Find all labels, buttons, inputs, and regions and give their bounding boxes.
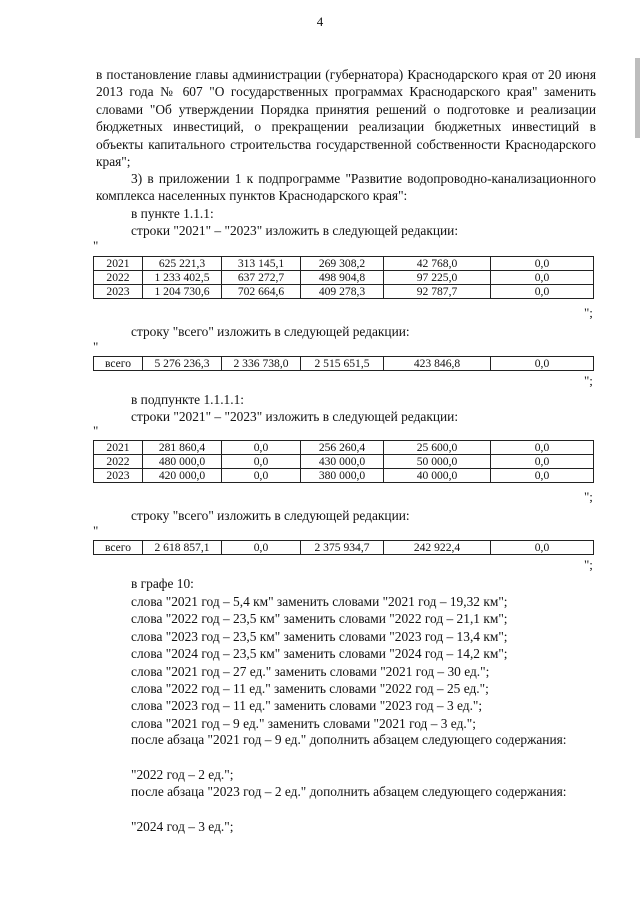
table-cell: 2023	[94, 285, 143, 299]
table-cell: 637 272,7	[222, 271, 301, 285]
replacement-line: слова "2022 год – 23,5 км" заменить словами "2022 год – 21,1 км";	[131, 611, 508, 627]
close-quote-3: ";	[584, 489, 593, 504]
rows-heading-1: строки "2021" – "2023" изложить в следующей редакции:	[131, 223, 459, 238]
table-cell: 5 276 236,3	[143, 357, 222, 371]
table-cell: 2021	[94, 441, 143, 455]
insert-paragraph-2: "2024 год – 3 ед.";	[131, 819, 234, 834]
table-row	[94, 455, 594, 469]
table-cell: 0,0	[491, 541, 594, 555]
table-cell: 2023	[94, 469, 143, 483]
table-cell: 97 225,0	[384, 271, 491, 285]
replacement-line: слова "2021 год – 5,4 км" заменить словами "2021 год – 19,32 км";	[131, 594, 508, 609]
table-cell: 50 000,0	[384, 455, 491, 469]
table-cell: 0,0	[491, 441, 594, 455]
close-quote-4: ";	[584, 557, 593, 572]
table-cell: 420 000,0	[143, 469, 222, 483]
table-row	[94, 257, 594, 271]
table-cell: 0,0	[491, 469, 594, 483]
table-row	[94, 441, 594, 455]
table-cell: 40 000,0	[384, 469, 491, 483]
table-cell: 92 787,7	[384, 285, 491, 299]
in-point-1-1-1: в пункте 1.1.1:	[131, 206, 214, 221]
table-cell: 0,0	[222, 469, 301, 483]
table-rows-1-1-1	[93, 256, 594, 299]
replacement-line: слова "2024 год – 23,5 км" заменить словами "2024 год – 14,2 км";	[131, 646, 508, 662]
table-row	[94, 271, 594, 285]
in-subpoint-1-1-1-1: в подпункте 1.1.1.1:	[131, 392, 245, 407]
open-quote-3: "	[93, 423, 99, 438]
table-cell: 2022	[94, 271, 143, 285]
table-cell: 2 515 651,5	[301, 357, 384, 371]
table-cell: 0,0	[491, 455, 594, 469]
open-quote-1: "	[93, 238, 99, 253]
replacement-line: слова "2021 год – 9 ед." заменить словами "2021 год – 3 ед.";	[131, 715, 476, 731]
paragraph-appendix-1: 3) в приложении 1 к подпрограмме "Развитие водопроводно-канализационного комплекса населенных пунктов Краснодарского края":	[96, 171, 596, 204]
table-cell: 480 000,0	[143, 455, 222, 469]
table-cell: 0,0	[222, 541, 301, 555]
table-cell: 0,0	[491, 271, 594, 285]
table-cell: 0,0	[491, 257, 594, 271]
table-cell: 42 768,0	[384, 257, 491, 271]
page-number: 4	[316, 14, 324, 29]
table-cell: 2021	[94, 257, 143, 271]
table-cell: 256 260,4	[301, 441, 384, 455]
table-cell: 242 922,4	[384, 541, 491, 555]
total-heading-1: строку "всего" изложить в следующей редакции:	[131, 324, 410, 339]
paragraph-decree-rename: в постановление главы администрации (губернатора) Краснодарского края от 20 июня 2013 года № 607 "О государственных программах Краснодарского края" заменить словами "Об утверждении Порядка принятия решений о подготовке и реализации бюджетных инвестиций, о прекращении реализации бюджетных инвестиций в объекты капитального строительства государственной собственности Краснодарского края";	[96, 67, 596, 170]
table-cell: 269 308,2	[301, 257, 384, 271]
table-cell: 25 600,0	[384, 441, 491, 455]
replacement-line: слова "2022 год – 11 ед." заменить словами "2022 год – 25 ед.";	[131, 681, 489, 696]
table-cell: 2 618 857,1	[143, 541, 222, 555]
table-cell: 2 375 934,7	[301, 541, 384, 555]
scan-edge-mark	[635, 58, 640, 138]
table-cell: 0,0	[491, 357, 594, 371]
table-cell: 702 664,6	[222, 285, 301, 299]
after-paragraph-2: после абзаца "2023 год – 2 ед." дополнить абзацем следующего содержания:	[131, 784, 567, 799]
table-cell: 0,0	[222, 455, 301, 469]
table-cell: 0,0	[222, 441, 301, 455]
table-cell: 2022	[94, 455, 143, 469]
table-cell: 625 221,3	[143, 257, 222, 271]
table-cell: 409 278,3	[301, 285, 384, 299]
close-quote-2: ";	[584, 373, 593, 388]
after-paragraph-1: после абзаца "2021 год – 9 ед." дополнить абзацем следующего содержания:	[131, 732, 567, 747]
close-quote-1: ";	[584, 305, 593, 320]
table-rows-1-1-1-1	[93, 440, 594, 483]
table-row	[94, 285, 594, 299]
total-heading-2: строку "всего" изложить в следующей редакции:	[131, 508, 410, 523]
in-column-10: в графе 10:	[131, 576, 194, 591]
table-cell: 1 233 402,5	[143, 271, 222, 285]
table-cell: 423 846,8	[384, 357, 491, 371]
table-cell: 430 000,0	[301, 455, 384, 469]
replacement-line: слова "2023 год – 23,5 км" заменить словами "2023 год – 13,4 км";	[131, 628, 508, 644]
table-total-1-1-1	[93, 356, 594, 371]
replacement-line: слова "2023 год – 11 ед." заменить словами "2023 год – 3 ед.";	[131, 698, 483, 714]
table-cell: 281 860,4	[143, 441, 222, 455]
table-row	[94, 469, 594, 483]
open-quote-2: "	[93, 339, 99, 354]
table-cell: 498 904,8	[301, 271, 384, 285]
replacement-line: слова "2021 год – 27 ед." заменить словами "2021 год – 30 ед.";	[131, 663, 490, 679]
table-cell: всего	[94, 357, 143, 371]
rows-heading-2: строки "2021" – "2023" изложить в следующей редакции:	[131, 409, 459, 424]
table-cell: 313 145,1	[222, 257, 301, 271]
table-cell: 1 204 730,6	[143, 285, 222, 299]
table-cell: 0,0	[491, 285, 594, 299]
table-row	[94, 357, 594, 371]
table-row	[94, 541, 594, 555]
table-cell: всего	[94, 541, 143, 555]
table-cell: 380 000,0	[301, 469, 384, 483]
table-total-1-1-1-1	[93, 540, 594, 555]
table-cell: 2 336 738,0	[222, 357, 301, 371]
open-quote-4: "	[93, 523, 99, 538]
insert-paragraph-1: "2022 год – 2 ед.";	[131, 767, 234, 782]
